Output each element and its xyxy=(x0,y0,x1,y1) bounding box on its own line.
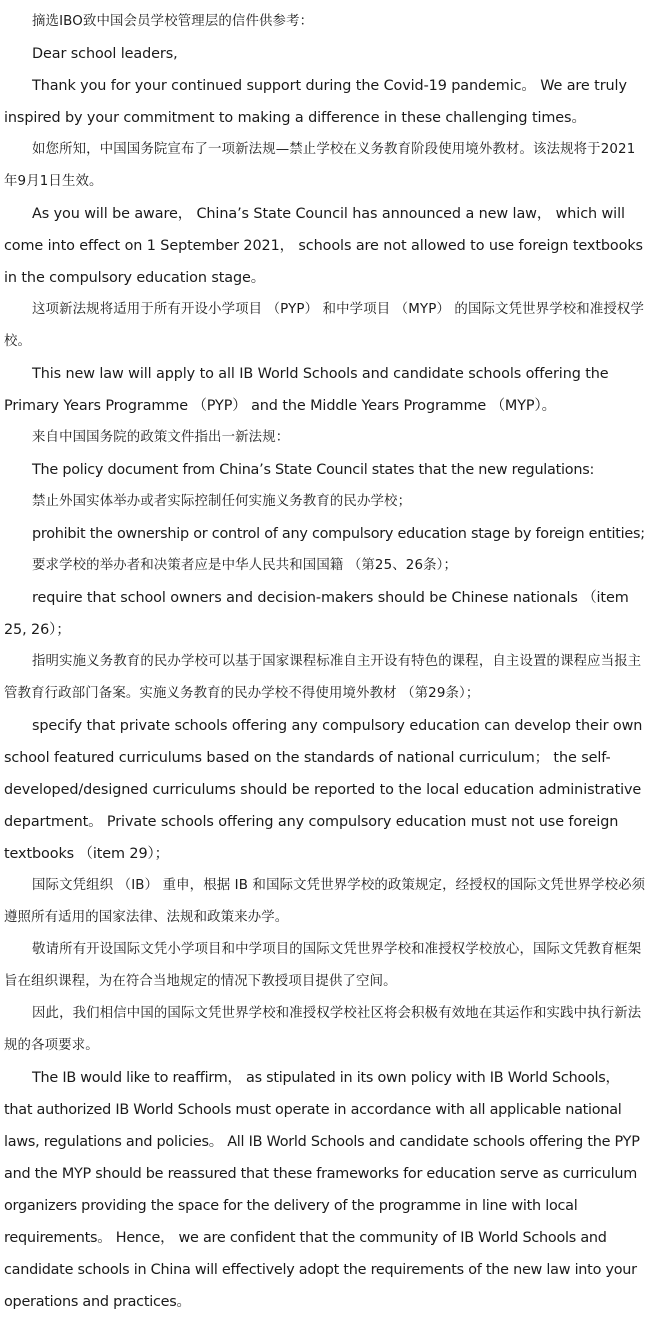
paragraph-new-law-zh: 如您所知，中国国务院宣布了一项新法规—禁止学校在义务教育阶段使用境外教材。该法规将于2021年9月1日生效。 xyxy=(4,142,636,189)
paragraph-policy-intro-zh: 来自中国国务院的政策文件指出一新法规： xyxy=(32,430,290,445)
paragraph-scope-zh: 这项新法规将适用于所有开设小学项目 （PYP） 和中学项目 （MYP） 的国际文凭世界学校和准授权学校。 xyxy=(4,302,644,349)
regulation-item-3-zh: 指明实施义务教育的民办学校可以基于国家课程标准自主开设有特色的课程，自主设置的课程应当报主管教育行政部门备案。实施义务教育的民办学校不得使用境外教材 （第29条）； xyxy=(4,654,642,701)
letter-document xyxy=(4,6,647,1318)
paragraph-scope-en: This new law will apply to all IB World Schools and candidate schools offering the Primary Years Programme （PYP） and the Middle Years Programme （MYP）。 xyxy=(4,366,609,414)
regulation-item-1-en: prohibit the ownership or control of any compulsory education stage by foreign entities; xyxy=(32,526,645,542)
regulation-item-3-en: specify that private schools offering any compulsory education can develop their own school featured curriculums based on the standards of national curriculum； the self-developed/designed curriculums should be reported to the local education administrative department。 Private schools offering any compulsory education must not use foreign textbooks （item 29）； xyxy=(4,718,643,862)
regulation-item-2-zh: 要求学校的举办者和决策者应是中华人民共和国国籍 （第25、26条）； xyxy=(32,558,458,573)
paragraph-thanks-en: Thank you for your continued support during the Covid-19 pandemic。 We are truly inspired by your commitment to making a difference in these challenging times。 xyxy=(4,78,627,126)
regulation-item-2-en: require that school owners and decision-makers should be Chinese nationals （item 25, 26）； xyxy=(4,590,629,638)
paragraph-policy-intro-en: The policy document from China’s State Council states that the new regulations: xyxy=(32,462,595,478)
paragraph-ib-reaffirm-en: The IB would like to reaffirm， as stipulated in its own policy with IB World Schools， that authorized IB World Schools must operate in accordance with all applicable national laws, regulations and policies。 All IB World Schools and candidate schools offering the PYP and the MYP should be reassured that these frameworks for education serve as curriculum organizers providing the space for the delivery of the programme in line with local requirements。 Hence， we are confident that the community of IB World Schools and candidate schools in China will effectively adopt the requirements of the new law into your operations and practices。 xyxy=(4,1070,640,1310)
paragraph-reassure-zh: 敬请所有开设国际文凭小学项目和中学项目的国际文凭世界学校和准授权学校放心，国际文凭教育框架旨在组织课程，为在符合当地规定的情况下教授项目提供了空间。 xyxy=(4,942,642,989)
paragraph-confidence-zh: 因此，我们相信中国的国际文凭世界学校和准授权学校社区将会积极有效地在其运作和实践中执行新法规的各项要求。 xyxy=(4,1006,642,1053)
regulation-item-1-zh: 禁止外国实体举办或者实际控制任何实施义务教育的民办学校； xyxy=(32,494,412,509)
intro-note: 摘选IBO致中国会员学校管理层的信件供参考： xyxy=(32,14,314,29)
paragraph-new-law-en: As you will be aware， China’s State Council has announced a new law， which will come into effect on 1 September 2021， schools are not allowed to use foreign textbooks in the compulsory education stage。 xyxy=(4,206,643,286)
paragraph-ib-reaffirm-zh: 国际文凭组织 （IB） 重申，根据 IB 和国际文凭世界学校的政策规定，经授权的国际文凭世界学校必须遵照所有适用的国家法律、法规和政策来办学。 xyxy=(4,878,646,925)
salutation: Dear school leaders, xyxy=(32,46,178,62)
